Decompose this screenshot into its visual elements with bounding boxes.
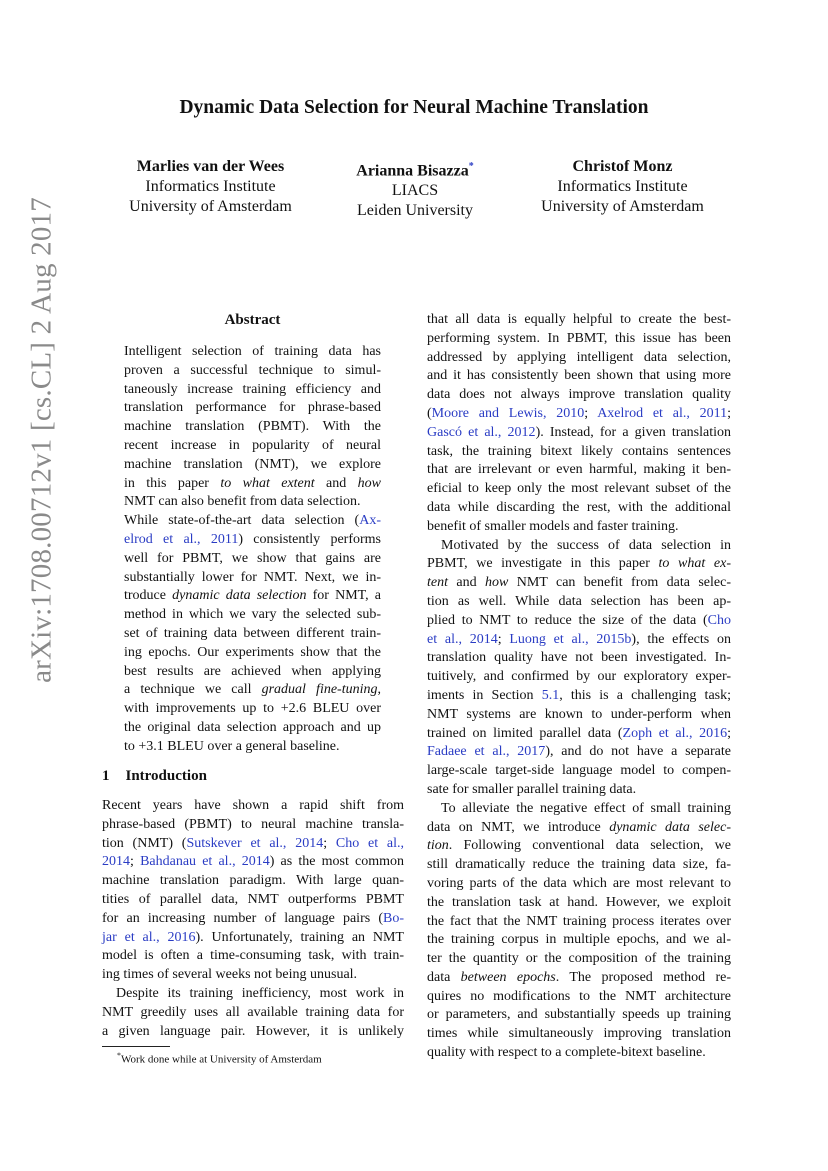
emphasis-text: gradual fine-tuning <box>261 682 378 698</box>
text-segment: task, the training bitext likely contains sentences <box>427 443 731 459</box>
text-segment: ), and do not have a separate <box>545 744 731 760</box>
citation-link[interactable]: 2014 <box>102 854 130 870</box>
text-segment: translation performance for phrase-based <box>124 400 381 416</box>
text-line <box>427 931 731 950</box>
text-line <box>124 493 381 512</box>
text-segment: that all data is equally helpful to create the best- <box>427 312 731 327</box>
text-segment: best results are achieved when applying <box>124 663 381 679</box>
text-line <box>102 966 404 985</box>
emphasis-text: dynamic data selection <box>172 588 307 604</box>
text-line <box>427 819 731 838</box>
text-segment: Recent years have shown a rapid shift from <box>102 798 404 813</box>
text-line <box>427 969 731 988</box>
text-line <box>102 853 404 872</box>
text-segment: data while discarding the rest, with the additional <box>427 499 731 515</box>
text-line <box>427 875 731 894</box>
text-segment: large-scale target-side language model to compen- <box>427 763 731 779</box>
arxiv-identifier: arXiv:1708.00712v1 [cs.CL] 2 Aug 2017 <box>25 197 58 683</box>
text-segment: phrase-based (PBMT) to neural machine transla- <box>102 816 404 832</box>
citation-link[interactable]: 5.1 <box>541 687 560 703</box>
citation-link[interactable]: Fadaee et al., 2017 <box>427 744 546 760</box>
text-line <box>427 687 731 706</box>
text-segment: data does not always improve translation quality <box>427 387 731 403</box>
citation-link[interactable]: Zoph et al., 2016 <box>622 725 728 741</box>
text-segment: , this is a challenging task; <box>559 687 731 703</box>
text-line <box>427 480 731 499</box>
citation-link[interactable]: Cho et al., <box>335 835 404 851</box>
text-line <box>124 475 381 494</box>
text-line <box>124 456 381 475</box>
section-heading <box>102 765 207 787</box>
text-line <box>124 418 381 437</box>
emphasis-text: how <box>357 475 381 491</box>
text-line <box>124 663 381 682</box>
text-line <box>427 725 731 744</box>
author-affiliation: Informatics Institute <box>557 178 688 195</box>
text-line <box>427 311 731 330</box>
text-line <box>427 1006 731 1025</box>
text-line <box>427 743 731 762</box>
text-segment: for an increasing number of language pairs ( <box>102 910 383 926</box>
text-line <box>102 816 404 835</box>
text-line <box>124 512 381 531</box>
text-segment: quality with respect to a complete-bitext baseline. <box>427 1045 706 1061</box>
citation-link[interactable]: Sutskever et al., 2014 <box>186 835 324 851</box>
text-line <box>427 762 731 781</box>
text-segment: the translation task at hand. However, we exploit <box>427 894 731 910</box>
text-segment: machine translation (NMT), we explore <box>124 456 381 472</box>
citation-link[interactable]: et al., 2014 <box>427 631 498 647</box>
text-segment: set of training data between different train- <box>124 625 381 641</box>
text-line <box>427 424 731 443</box>
text-segment: ; <box>323 835 336 851</box>
text-segment: data <box>427 969 461 985</box>
text-segment: PBMT, we investigate in this paper <box>427 556 659 572</box>
text-segment: Intelligent selection of training data has <box>124 344 381 359</box>
text-segment: tities of parallel data, NMT outperforms PBMT <box>102 891 404 907</box>
text-segment: plied to NMT to reduce the size of the data ( <box>427 612 708 628</box>
text-line <box>427 349 731 368</box>
text-segment: , <box>377 682 381 698</box>
intro-right-column <box>427 311 731 1063</box>
text-segment: proven a successful technique to simul- <box>124 362 381 378</box>
text-line <box>427 781 731 800</box>
text-segment: . The proposed method re- <box>555 969 731 985</box>
text-segment: sate for smaller parallel training data. <box>427 781 637 797</box>
text-line <box>427 988 731 1007</box>
text-line <box>427 894 731 913</box>
section-number: 1 <box>102 768 110 784</box>
text-line <box>427 706 731 725</box>
text-segment: NMT can benefit from data selec- <box>508 575 732 591</box>
text-segment: . Following conventional data selection, we <box>448 838 731 854</box>
text-segment: addressed by applying intelligent data selection, <box>427 349 731 365</box>
text-segment: Despite its training inefficiency, most work in <box>116 985 404 1001</box>
citation-link[interactable]: Ax- <box>359 513 381 529</box>
author-block <box>520 157 725 217</box>
text-segment: and <box>448 575 485 591</box>
text-segment: a technique we call <box>124 682 262 698</box>
author-name: Arianna Bisazza <box>356 162 469 180</box>
text-segment: that are irrelevant or even harmful, making it ben- <box>427 462 731 478</box>
text-line <box>102 985 404 1004</box>
text-segment: ; <box>584 405 598 421</box>
text-line <box>124 700 381 719</box>
text-segment: ; <box>130 854 141 870</box>
emphasis-text: how <box>485 575 509 591</box>
text-line <box>427 574 731 593</box>
citation-link[interactable]: Bo- <box>383 910 404 926</box>
author-affiliation: Leiden University <box>357 202 473 220</box>
text-segment: data on NMT, we introduce <box>427 819 610 835</box>
text-line <box>427 537 731 556</box>
text-segment: ( <box>427 405 432 421</box>
citation-link[interactable]: Axelrod et al., 2011 <box>597 405 728 421</box>
citation-link[interactable]: elrod et al., 2011 <box>124 531 239 547</box>
text-segment: with improvements up to +2.6 BLEU over <box>124 701 381 717</box>
footnote-text: Work done while at University of Amsterdam <box>121 1053 322 1066</box>
text-line <box>427 555 731 574</box>
text-line <box>427 800 731 819</box>
text-segment: substantially lower for NMT. Next, we in- <box>124 569 381 585</box>
text-segment: iments in Section <box>427 687 542 703</box>
text-segment: well for PBMT, we show that gains are <box>124 550 381 566</box>
citation-link[interactable]: jar et al., 2016 <box>102 929 196 945</box>
abstract-body <box>124 343 381 757</box>
text-segment: While state-of-the-art data selection ( <box>124 513 360 529</box>
text-segment: troduce <box>124 588 173 604</box>
text-segment: trained on limited parallel data ( <box>427 725 623 741</box>
text-segment: tuitively, and confirmed by our exploratory exper- <box>427 669 731 685</box>
text-line <box>102 929 404 948</box>
text-segment: a given language pair. However, it is unlikely <box>102 1023 404 1039</box>
text-line <box>427 405 731 424</box>
text-line <box>102 872 404 891</box>
text-line <box>427 499 731 518</box>
section-title: Introduction <box>125 768 207 784</box>
text-line <box>427 330 731 349</box>
text-segment: quires no modifications to the NMT architecture <box>427 988 731 1004</box>
text-segment: ). Unfortunately, training an NMT <box>195 929 404 945</box>
text-line <box>124 644 381 663</box>
citation-link[interactable]: Cho <box>707 612 731 628</box>
text-segment: and it has consistently been shown that using more <box>427 368 731 384</box>
text-segment: for NMT, a <box>306 588 382 604</box>
text-segment: tion (NMT) ( <box>102 835 187 851</box>
text-segment: voring parts of the data which are most relevant to <box>427 875 731 891</box>
text-line <box>427 950 731 969</box>
text-segment: the fact that the NMT training process iterates over <box>427 913 731 929</box>
text-segment: ) as the most common <box>269 854 405 870</box>
text-segment: model is often a time-consuming task, with train- <box>102 948 404 964</box>
text-segment: NMT can also benefit from data selection. <box>124 494 361 510</box>
intro-left-column <box>102 797 404 1041</box>
citation-link[interactable]: Gascó et al., 2012 <box>427 424 536 440</box>
text-segment: and <box>314 475 358 491</box>
text-segment: machine translation paradigm. With large quan- <box>102 873 404 889</box>
paper-title: Dynamic Data Selection for Neural Machine Translation <box>179 97 649 118</box>
text-line <box>124 606 381 625</box>
text-line <box>427 443 731 462</box>
emphasis-text: to what extent <box>220 475 315 491</box>
emphasis-text: tion <box>427 838 449 854</box>
text-segment: NMT systems are known to under-perform when <box>427 706 731 722</box>
text-segment: NMT greedily uses all available training data for <box>102 1004 404 1020</box>
author-affiliation: LIACS <box>391 182 439 200</box>
text-segment: benefit of smaller models and faster training. <box>427 518 679 534</box>
text-segment: translation quality have not been investigated. In- <box>427 650 731 666</box>
text-segment: ing epochs. Our experiments show that the <box>124 644 381 660</box>
text-segment: or parameters, and substantially speeds up training <box>427 1007 731 1023</box>
text-line <box>427 612 731 631</box>
text-segment: To alleviate the negative effect of small training <box>441 800 731 816</box>
text-segment: Motivated by the success of data selection in <box>441 537 731 553</box>
text-segment: ; <box>727 725 732 741</box>
text-segment: ), the effects on <box>631 631 731 647</box>
citation-link[interactable]: Bahdanau et al., 2014 <box>140 854 270 870</box>
text-line <box>102 1004 404 1023</box>
text-line <box>102 947 404 966</box>
citation-link[interactable]: Luong et al., 2015b <box>509 631 632 647</box>
author-affiliation: Informatics Institute <box>145 178 276 195</box>
text-segment: ; <box>727 405 731 421</box>
text-segment: still dramatically reduce the training data size, fa- <box>427 857 731 873</box>
text-line <box>124 587 381 606</box>
text-segment: the training corpus in multiple epochs, and we al- <box>427 932 731 948</box>
text-line <box>124 550 381 569</box>
text-line <box>102 1023 404 1042</box>
text-line <box>124 569 381 588</box>
abstract-heading: Abstract <box>224 312 281 328</box>
text-segment: performing system. In PBMT, this issue has been <box>427 330 731 346</box>
text-line <box>427 856 731 875</box>
text-line <box>124 381 381 400</box>
text-line <box>124 437 381 456</box>
footnote <box>117 1049 322 1067</box>
footnote-mark: * <box>117 1051 121 1060</box>
author-block <box>330 157 500 221</box>
text-line <box>124 719 381 738</box>
text-segment: ter the quantity or the composition of the training <box>427 951 731 967</box>
footnote-mark[interactable]: * <box>468 161 474 172</box>
text-segment: in this paper <box>124 475 221 491</box>
text-segment: ing times of several weeks not being unusual. <box>102 967 358 983</box>
text-segment: recent increase in popularity of neural <box>124 437 381 453</box>
text-line <box>427 631 731 650</box>
text-segment: taneously increase training efficiency and <box>124 381 381 397</box>
text-segment: the original data selection approach and up <box>124 719 381 735</box>
text-line <box>102 891 404 910</box>
text-segment: ) consistently performs <box>238 531 381 547</box>
text-line <box>427 593 731 612</box>
footnote-rule <box>102 1046 170 1047</box>
text-line <box>102 910 404 929</box>
text-line <box>102 835 404 854</box>
text-line <box>124 343 381 362</box>
text-segment: times while simultaneously improving translation <box>427 1026 731 1042</box>
text-line <box>427 386 731 405</box>
text-segment: ; <box>497 631 510 647</box>
text-line <box>124 738 381 757</box>
text-segment: tion as well. While data selection has been ap- <box>427 593 731 609</box>
text-line <box>427 649 731 668</box>
emphasis-text: to what ex- <box>658 556 731 572</box>
citation-link[interactable]: Moore and Lewis, 2010 <box>431 405 585 421</box>
text-line <box>124 399 381 418</box>
text-line <box>427 1025 731 1044</box>
text-segment: method in which we vary the selected sub- <box>124 607 381 623</box>
text-line <box>427 668 731 687</box>
text-line <box>427 1044 731 1063</box>
author-affiliation: University of Amsterdam <box>541 198 704 215</box>
text-segment: ). Instead, for a given translation <box>535 424 731 440</box>
text-line <box>124 362 381 381</box>
author-block <box>108 157 313 217</box>
author-affiliation: University of Amsterdam <box>129 198 292 215</box>
emphasis-text: between epochs <box>460 969 556 985</box>
text-segment: machine translation (PBMT). With the <box>124 419 381 435</box>
text-line <box>124 625 381 644</box>
text-line <box>427 518 731 537</box>
text-line <box>102 797 404 816</box>
text-line <box>427 367 731 386</box>
text-segment: to +3.1 BLEU over a general baseline. <box>124 738 340 754</box>
emphasis-text: dynamic data selec- <box>609 819 731 835</box>
author-name: Christof Monz <box>572 158 673 175</box>
text-line <box>427 461 731 480</box>
text-line <box>124 531 381 550</box>
author-name: Marlies van der Wees <box>136 158 285 175</box>
text-line <box>124 681 381 700</box>
text-line <box>427 837 731 856</box>
text-line <box>427 913 731 932</box>
emphasis-text: tent <box>427 575 448 591</box>
text-segment: eficial to keep only the most relevant subset of the <box>427 481 731 497</box>
